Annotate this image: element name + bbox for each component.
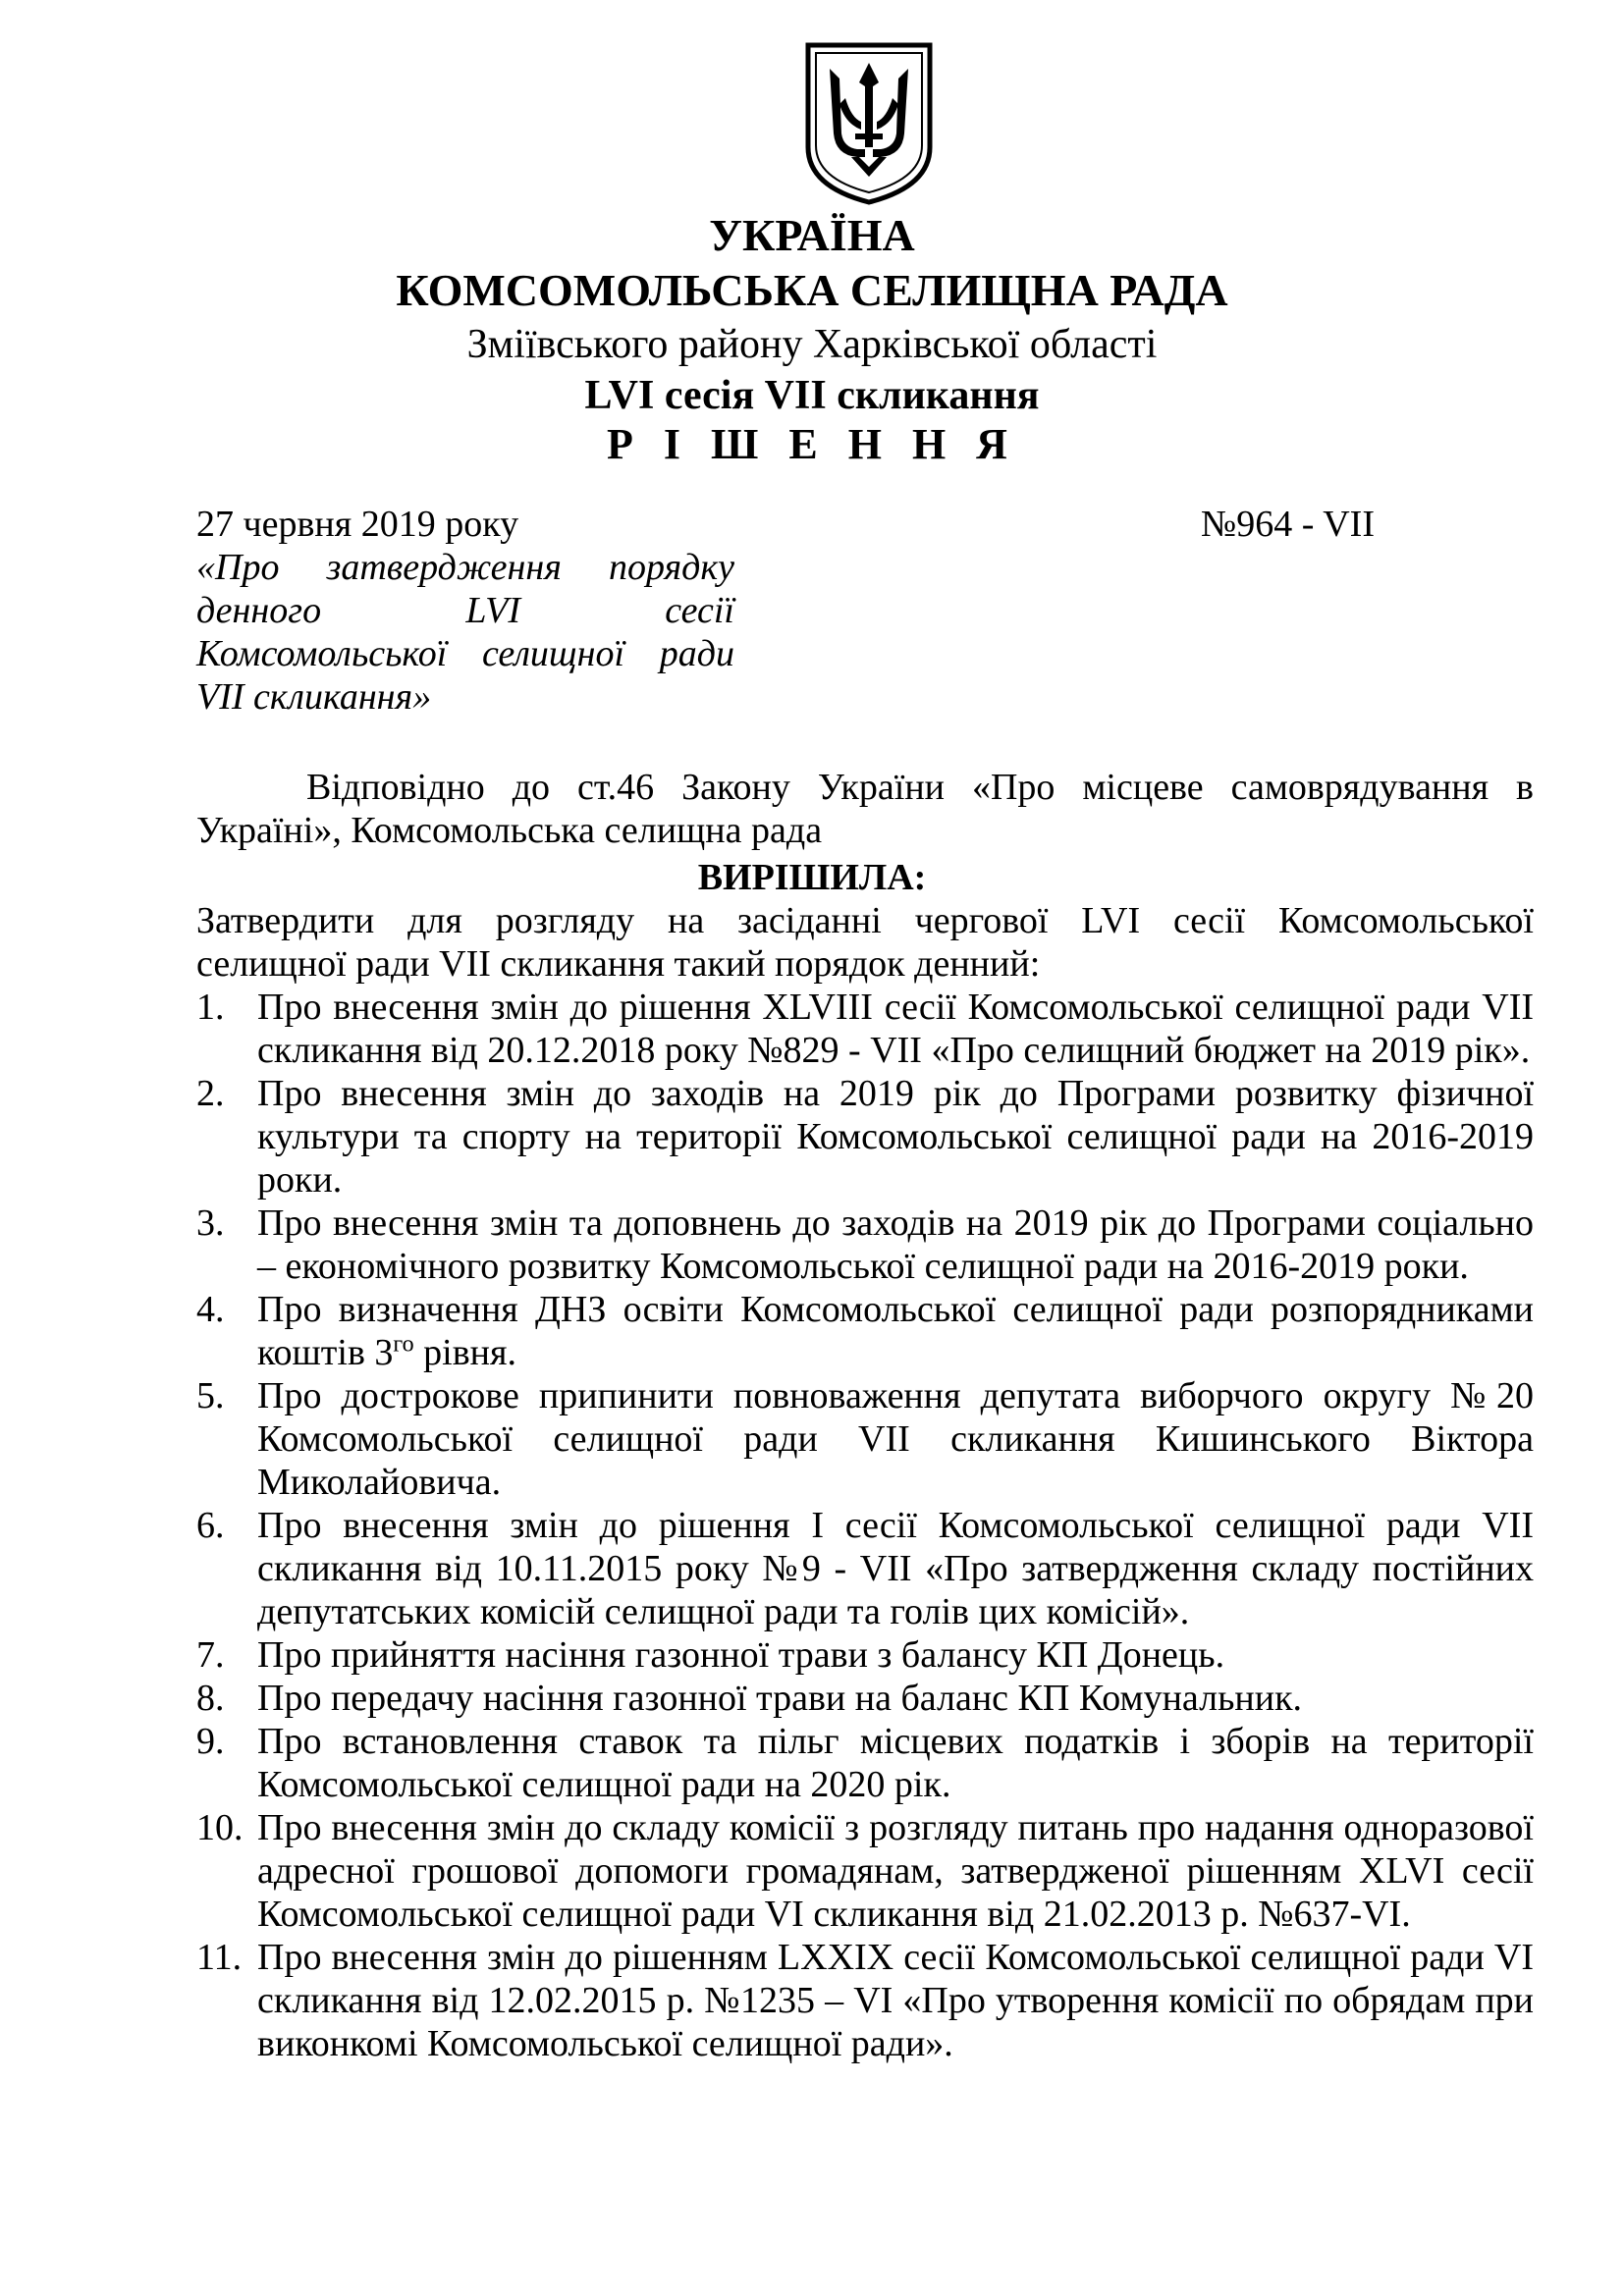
- agenda-item-text: Про внесення змін та доповнень до заходів на 2019 рік до Програми соціально – економічного розвитку Комсомольської селищної ради на 2016-2019 роки.: [257, 1202, 1534, 1287]
- agenda-item-number: 5.: [196, 1375, 225, 1416]
- agenda-item: [196, 1504, 1534, 1633]
- agenda-item-text: Про внесення змін до заходів на 2019 рік до Програми розвитку фізичної культури та спорту на території Комсомольської селищної ради на 2016-2019 роки.: [257, 1073, 1534, 1201]
- agenda-item-number: 2.: [196, 1073, 225, 1114]
- decision-date: 27 червня 2019 року: [196, 504, 519, 545]
- header-district: Зміївського району Харківської області: [466, 322, 1158, 367]
- intro-paragraph: [196, 766, 1534, 852]
- agenda-item-number: 6.: [196, 1505, 225, 1546]
- intro-line: Відповідно до ст.46 Закону України «Про місцеве самоврядування в: [306, 767, 1534, 808]
- subject-line: VII скликання»: [196, 676, 432, 718]
- agenda-item-text: Про внесення змін до рішення І сесії Комсомольської селищної ради VII скликання від 10.11.2015 року №9 - VII «Про затвердження складу постійних депутатських комісій селищної ради та голів цих комісій».: [257, 1505, 1534, 1632]
- agenda-item: [196, 1201, 1534, 1288]
- agenda-item: [196, 1720, 1534, 1806]
- agenda-item-text: Про дострокове припинити повноваження депутата виборчого округу №20 Комсомольської селищної ради VII скликання Кишинського Віктора Миколайовича.: [257, 1375, 1534, 1503]
- agenda-item-number: 9.: [196, 1721, 225, 1762]
- agenda-item-text: Про внесення змін до рішення XLVIII сесії Комсомольської селищної ради VII скликання від 20.12.2018 року №829 - VII «Про селищний бюджет на 2019 рік».: [257, 987, 1534, 1071]
- agenda-item-number: 11.: [196, 1937, 243, 1978]
- header-session: LVI сесія VII скликання: [584, 373, 1040, 418]
- agenda-item: [196, 1806, 1534, 1936]
- agenda-item-number: 10.: [196, 1807, 244, 1848]
- header-country: УКРАЇНА: [709, 210, 915, 260]
- decision-subject: [196, 546, 734, 719]
- header-council: КОМСОМОЛЬСЬКА СЕЛИЩНА РАДА: [396, 265, 1228, 315]
- agenda-item-number: 4.: [196, 1289, 225, 1330]
- lead-line: Затвердити для розгляду на засіданні чергової LVI сесії Комсомольської: [196, 900, 1534, 941]
- agenda-item-text: Про внесення змін до рішенням LXXIX сесії Комсомольської селищної ради VI скликання від 12.02.2015 р. №1235 – VI «Про утворення комісії по обрядам при виконкомі Комсомольської селищної ради».: [257, 1937, 1534, 2064]
- agenda-item-number: 1.: [196, 987, 225, 1028]
- document-type-title: Р І Ш Е Н Н Я: [607, 420, 1017, 468]
- intro-line: Україні», Комсомольська селищна рада: [196, 810, 823, 851]
- agenda-item-superscript: го: [393, 1331, 414, 1358]
- resolved-heading: ВИРІШИЛА:: [697, 857, 927, 898]
- agenda-item: [196, 1072, 1534, 1201]
- agenda-item: [196, 1288, 1534, 1374]
- lead-paragraph: [196, 899, 1534, 986]
- agenda-item: [196, 1936, 1534, 2065]
- trident-coat-of-arms-icon: [800, 39, 938, 206]
- agenda-item-number: 8.: [196, 1678, 225, 1719]
- subject-line: денного LVI сесії: [196, 590, 734, 631]
- agenda-list: [196, 986, 1534, 2065]
- agenda-item-number: 7.: [196, 1634, 225, 1676]
- lead-line: селищної ради VII скликання такий порядок денний:: [196, 943, 1041, 985]
- subject-line: «Про затвердження порядку: [196, 547, 734, 588]
- agenda-item-text: Про визначення ДНЗ освіти Комсомольської селищної ради розпорядниками коштів 3: [257, 1289, 1534, 1373]
- agenda-item-text: Про внесення змін до складу комісії з розгляду питань про надання одноразової адресної грошової допомоги громадянам, затвердженої рішенням XLVI сесії Комсомольської селищної ради VI скликання від 21.02.2013 р. №637-VI.: [257, 1807, 1534, 1935]
- decision-number: №964 - VII: [1201, 504, 1375, 545]
- agenda-item-number: 3.: [196, 1202, 225, 1244]
- agenda-item-text: Про встановлення ставок та пільг місцевих податків і зборів на території Комсомольської селищної ради на 2020 рік.: [257, 1721, 1534, 1805]
- agenda-item: [196, 986, 1534, 1072]
- agenda-item: [196, 1374, 1534, 1504]
- agenda-item-text: Про передачу насіння газонної трави на баланс КП Комунальник.: [257, 1678, 1303, 1719]
- subject-line: Комсомольської селищної ради: [196, 633, 734, 674]
- agenda-item: [196, 1633, 1534, 1677]
- agenda-item-text: Про прийняття насіння газонної трави з балансу КП Донець.: [257, 1634, 1225, 1676]
- agenda-item-text-tail: рівня.: [413, 1332, 516, 1373]
- agenda-item: [196, 1677, 1534, 1720]
